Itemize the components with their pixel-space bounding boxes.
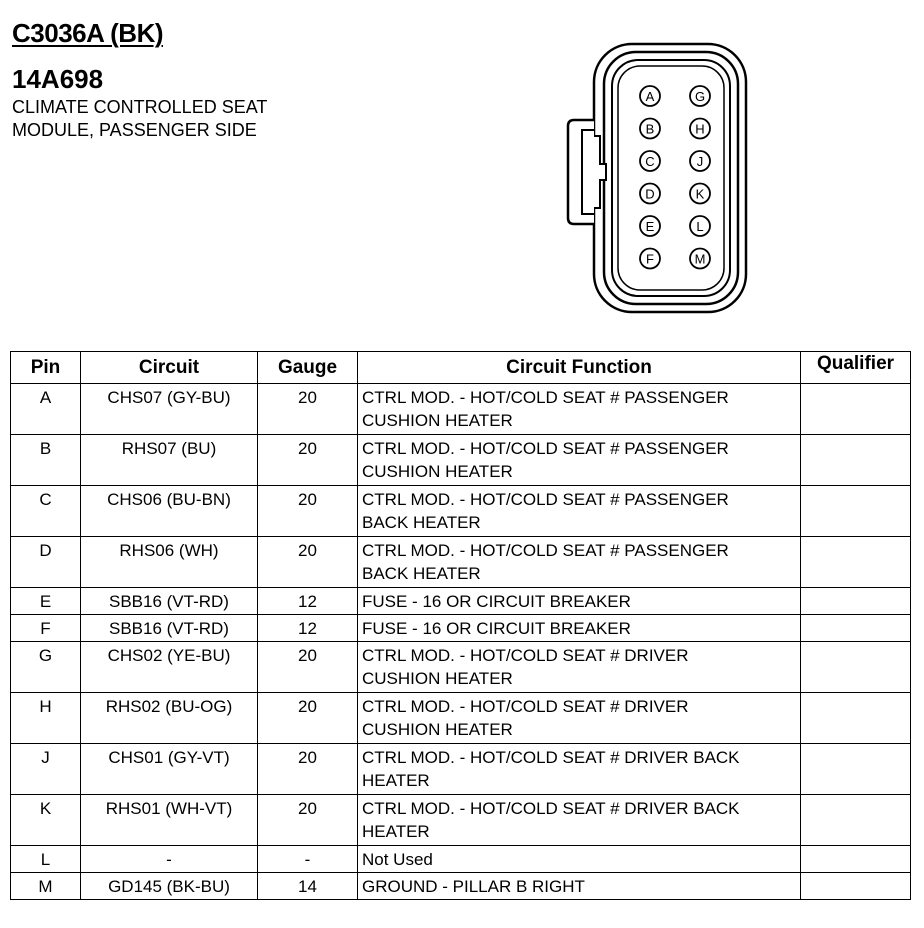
cell-pin: H (11, 693, 81, 744)
cell-circuit: - (81, 846, 258, 873)
function-line: CTRL MOD. - HOT/COLD SEAT # DRIVER (362, 646, 689, 665)
connector-id: C3036A (BK) (12, 18, 164, 48)
cell-pin: D (11, 537, 81, 588)
table-row (11, 537, 911, 588)
cell-circuit: GD145 (BK-BU) (81, 873, 258, 900)
cell-pin: G (11, 642, 81, 693)
cell-qualifier (801, 588, 911, 615)
cell-circuit: RHS02 (BU-OG) (81, 693, 258, 744)
table-row (11, 693, 911, 744)
cell-gauge: 12 (258, 588, 358, 615)
function-line: GROUND - PILLAR B RIGHT (362, 877, 585, 896)
cell-gauge: 12 (258, 615, 358, 642)
table-header-row (11, 352, 911, 384)
function-line: CTRL MOD. - HOT/COLD SEAT # PASSENGER (362, 439, 729, 458)
table-row (11, 846, 911, 873)
pin-C (640, 151, 660, 171)
part-number: 14A698 (12, 64, 104, 94)
header-circuit: Circuit (81, 352, 258, 384)
cell-circuit-function (358, 846, 801, 873)
cell-circuit: CHS07 (GY-BU) (81, 384, 258, 435)
cell-pin: M (11, 873, 81, 900)
cell-gauge: 20 (258, 795, 358, 846)
pin-A (640, 86, 660, 106)
description-line: MODULE, PASSENGER SIDE (12, 120, 257, 140)
function-line: CUSHION HEATER (362, 411, 513, 430)
cell-circuit-function (358, 615, 801, 642)
pin-table (10, 351, 911, 900)
cell-circuit: SBB16 (VT-RD) (81, 615, 258, 642)
table-row (11, 642, 911, 693)
cell-qualifier (801, 642, 911, 693)
cell-circuit: CHS01 (GY-VT) (81, 744, 258, 795)
cell-circuit-function (358, 486, 801, 537)
pin-D (640, 184, 660, 204)
pin-F (640, 249, 660, 269)
pin-L (690, 216, 710, 236)
function-line: BACK HEATER (362, 564, 481, 583)
cell-qualifier (801, 873, 911, 900)
function-line: FUSE - 16 OR CIRCUIT BREAKER (362, 619, 631, 638)
table-row (11, 744, 911, 795)
cell-pin: L (11, 846, 81, 873)
table-row (11, 795, 911, 846)
function-line: FUSE - 16 OR CIRCUIT BREAKER (362, 592, 631, 611)
cell-qualifier (801, 846, 911, 873)
table-row (11, 384, 911, 435)
pin-label: D (645, 186, 655, 202)
cell-circuit: CHS02 (YE-BU) (81, 642, 258, 693)
cell-gauge: - (258, 846, 358, 873)
cell-qualifier (801, 537, 911, 588)
cell-gauge: 20 (258, 744, 358, 795)
connector-description (12, 96, 267, 142)
cell-gauge: 20 (258, 537, 358, 588)
cell-circuit-function (358, 384, 801, 435)
cell-circuit-function (358, 873, 801, 900)
function-line: HEATER (362, 771, 430, 790)
cell-qualifier (801, 615, 911, 642)
header-pin: Pin (11, 352, 81, 384)
cell-qualifier (801, 435, 911, 486)
cell-pin: B (11, 435, 81, 486)
description-line: CLIMATE CONTROLLED SEAT (12, 97, 268, 117)
pin-label: F (646, 251, 654, 267)
pin-G (690, 86, 710, 106)
cell-circuit-function (358, 537, 801, 588)
pin-label: B (645, 121, 655, 137)
cell-gauge: 20 (258, 693, 358, 744)
pin-label: J (696, 154, 704, 169)
cell-circuit-function (358, 588, 801, 615)
cell-circuit-function (358, 795, 801, 846)
cell-gauge: 20 (258, 435, 358, 486)
table-row (11, 873, 911, 900)
pin-J (690, 151, 710, 171)
pin-K (690, 184, 710, 204)
pin-label: C (645, 154, 655, 169)
cell-circuit-function (358, 744, 801, 795)
cell-gauge: 20 (258, 384, 358, 435)
function-line: CUSHION HEATER (362, 462, 513, 481)
table-row (11, 435, 911, 486)
pin-label: A (645, 89, 655, 104)
function-line: CTRL MOD. - HOT/COLD SEAT # PASSENGER (362, 388, 729, 407)
header-qualifier: Qualifier (801, 352, 911, 384)
cell-gauge: 20 (258, 486, 358, 537)
cell-qualifier (801, 744, 911, 795)
pin-label: K (695, 186, 705, 202)
cell-gauge: 14 (258, 873, 358, 900)
cell-circuit: RHS07 (BU) (81, 435, 258, 486)
function-line: CTRL MOD. - HOT/COLD SEAT # DRIVER BACK (362, 799, 740, 818)
cell-circuit: SBB16 (VT-RD) (81, 588, 258, 615)
cell-circuit-function (358, 642, 801, 693)
function-line: HEATER (362, 822, 430, 841)
function-line: CTRL MOD. - HOT/COLD SEAT # PASSENGER (362, 541, 729, 560)
pin-label: M (694, 251, 706, 267)
pin-M (690, 249, 710, 269)
cell-circuit: RHS06 (WH) (81, 537, 258, 588)
cell-gauge: 20 (258, 642, 358, 693)
pin-B (640, 119, 660, 139)
table-row (11, 486, 911, 537)
function-line: Not Used (362, 850, 433, 869)
function-line: CTRL MOD. - HOT/COLD SEAT # DRIVER BACK (362, 748, 740, 767)
cell-pin: C (11, 486, 81, 537)
cell-circuit: RHS01 (WH-VT) (81, 795, 258, 846)
pin-label: H (695, 121, 705, 137)
header-gauge: Gauge (258, 352, 358, 384)
cell-qualifier (801, 384, 911, 435)
pin-label: G (694, 89, 706, 104)
cell-circuit-function (358, 435, 801, 486)
cell-circuit-function (358, 693, 801, 744)
pin-H (690, 119, 710, 139)
cell-pin: K (11, 795, 81, 846)
cell-pin: J (11, 744, 81, 795)
cell-pin: E (11, 588, 81, 615)
pin-E (640, 216, 660, 236)
function-line: CUSHION HEATER (362, 720, 513, 739)
function-line: CTRL MOD. - HOT/COLD SEAT # PASSENGER (362, 490, 729, 509)
table-row (11, 615, 911, 642)
table-row (11, 588, 911, 615)
header-circuit-function: Circuit Function (358, 352, 801, 384)
function-line: CTRL MOD. - HOT/COLD SEAT # DRIVER (362, 697, 689, 716)
cell-circuit: CHS06 (BU-BN) (81, 486, 258, 537)
pin-label: L (696, 219, 704, 234)
cell-qualifier (801, 795, 911, 846)
function-line: BACK HEATER (362, 513, 481, 532)
pin-label: E (645, 219, 655, 234)
cell-pin: F (11, 615, 81, 642)
function-line: CUSHION HEATER (362, 669, 513, 688)
connector-face-diagram (560, 40, 760, 320)
cell-qualifier (801, 693, 911, 744)
cell-pin: A (11, 384, 81, 435)
cell-qualifier (801, 486, 911, 537)
